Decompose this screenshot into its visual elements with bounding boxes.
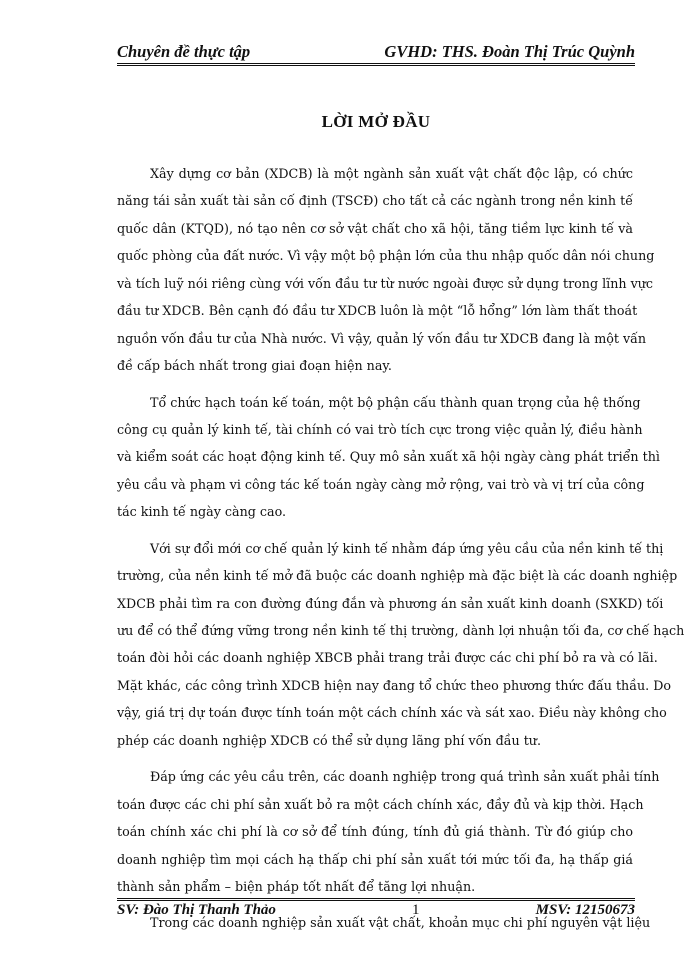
paragraph-line: Trong các doanh nghiệp sản xuất vật chất, khoản mục chi phí nguyên vật liệu bbox=[150, 915, 651, 931]
paragraph-line: nguồn vốn đầu tư của Nhà nước. Vì vậy, quản lý vốn đầu tư XDCB đang là một vấn bbox=[117, 330, 647, 346]
paragraph-line: Mặt khác, các công trình XDCB hiện nay đang tổ chức theo phương thức đấu thầu. Do bbox=[117, 677, 672, 693]
paragraph-line: yêu cầu và phạm vi công tác kế toán ngày càng mở rộng, vai trò và vị trí của công bbox=[117, 476, 645, 492]
page-header bbox=[117, 38, 635, 62]
paragraph-line: tác kinh tế ngày càng cao. bbox=[117, 504, 287, 520]
page-title: LỜI MỞ ĐẦU bbox=[321, 112, 431, 131]
paragraph-gap bbox=[117, 754, 633, 763]
paragraph-line: toán được các chi phí sản xuất bỏ ra một cách chính xác, đầy đủ và kịp thời. Hạch bbox=[117, 796, 644, 812]
paragraph-line: vậy, giá trị dự toán được tính toán một cách chính xác và sát xao. Điều này không cho bbox=[117, 705, 667, 721]
paragraph-line: đề cấp bách nhất trong giai đoạn hiện nay. bbox=[117, 358, 392, 374]
paragraph-gap bbox=[117, 526, 633, 535]
paragraph-line: toán đòi hỏi các doanh nghiệp XBCB phải trang trải được các chi phí bỏ ra và có lãi. bbox=[117, 650, 658, 666]
paragraph-line: phép các doanh nghiệp XDCB có thể sử dụng lãng phí vốn đầu tư. bbox=[117, 732, 542, 748]
header-instructor: GVHD: THS. Đoàn Thị Trúc Quỳnh bbox=[384, 42, 635, 61]
paragraph-line: và tích luỹ nói riêng cùng với vốn đầu tư từ nước ngoài được sử dụng trong lĩnh vực bbox=[117, 275, 654, 291]
paragraph-line: XDCB phải tìm ra con đường đúng đắn và phương án sản xuất kinh doanh (SXKD) tối bbox=[117, 595, 664, 611]
paragraph-line: đầu tư XDCB. Bên cạnh đó đầu tư XDCB luôn là một “lỗ hổng” lớn làm thất thoát bbox=[117, 303, 638, 319]
footer-student-id: MSV: 12150673 bbox=[535, 902, 635, 918]
paragraph-line: và kiểm soát các hoạt động kinh tế. Quy mô sản xuất xã hội ngày càng phát triển thì bbox=[117, 449, 660, 465]
paragraph-line: quốc dân (KTQD), nó tạo nên cơ sở vật chất cho xã hội, tăng tiềm lực kinh tế và bbox=[117, 220, 633, 236]
footer-student-name: SV: Đào Thị Thanh Thảo bbox=[117, 902, 276, 918]
paragraph-line: Xây dựng cơ bản (XDCB) là một ngành sản xuất vật chất độc lập, có chức bbox=[150, 166, 633, 181]
page-number: 1 bbox=[412, 902, 420, 918]
paragraph bbox=[117, 763, 660, 900]
paragraph-line: toán chính xác chi phí là cơ sở để tính đúng, tính đủ giá thành. Từ đó giúp cho bbox=[117, 824, 633, 840]
document-body bbox=[117, 160, 685, 937]
footer-divider bbox=[117, 898, 635, 901]
paragraph bbox=[117, 160, 655, 380]
paragraph-line: Tổ chức hạch toán kế toán, một bộ phận cấu thành quan trọng của hệ thống bbox=[150, 394, 641, 410]
page-footer bbox=[117, 902, 635, 922]
paragraph bbox=[117, 389, 660, 526]
paragraph-line: ưu để có thể đứng vững trong nền kinh tế thị trường, dành lợi nhuận tối đa, cơ chế hạch bbox=[117, 623, 685, 638]
header-divider bbox=[117, 63, 635, 66]
paragraph-line: Đáp ứng các yêu cầu trên, các doanh nghiệp trong quá trình sản xuất phải tính bbox=[150, 769, 660, 785]
paragraph-line: quốc phòng của đất nước. Vì vậy một bộ phận lớn của thu nhập quốc dân nói chung bbox=[117, 248, 655, 264]
paragraph bbox=[117, 535, 685, 755]
paragraph-line: doanh nghiệp tìm mọi cách hạ thấp chi phí sản xuất tới mức tối đa, hạ thấp giá bbox=[117, 851, 633, 867]
header-course-title: Chuyên đề thực tập bbox=[117, 42, 251, 61]
paragraph-line: năng tái sản xuất tài sản cố định (TSCĐ) cho tất cả các ngành trong nền kinh tế bbox=[117, 193, 633, 209]
paragraph-line: thành sản phẩm – biện pháp tốt nhất để tăng lợi nhuận. bbox=[117, 878, 476, 894]
paragraph-gap bbox=[117, 380, 633, 389]
paragraph-line: Với sự đổi mới cơ chế quản lý kinh tế nhằm đáp ứng yêu cầu của nền kinh tế thị bbox=[150, 540, 664, 556]
paragraph-line: công cụ quản lý kinh tế, tài chính có vai trò tích cực trong việc quản lý, điều hành bbox=[117, 421, 643, 437]
paragraph-line: trường, của nền kinh tế mở đã buộc các doanh nghiệp mà đặc biệt là các doanh nghiệp bbox=[117, 568, 678, 584]
